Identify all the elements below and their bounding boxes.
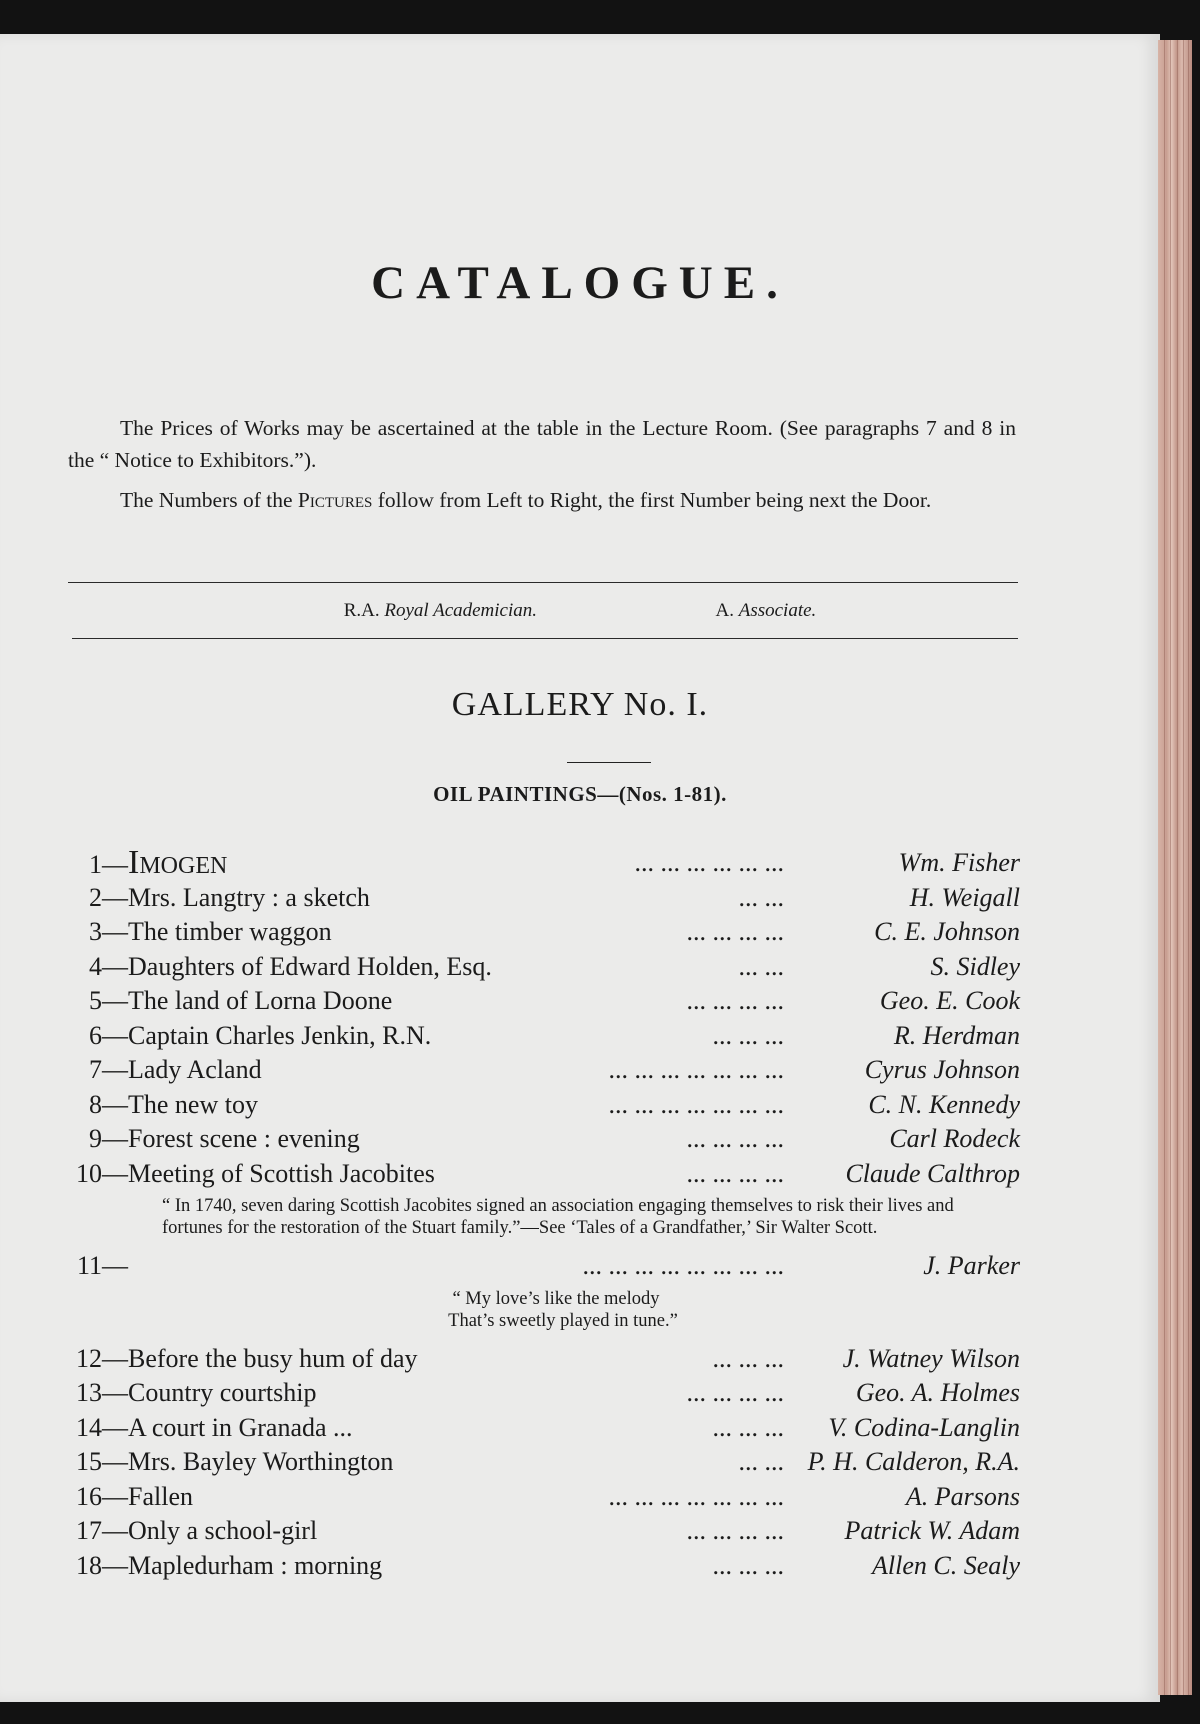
entry-artist: Geo. E. Cook <box>879 986 1020 1015</box>
entry-number: 17— <box>76 1516 128 1545</box>
entry-number: 8— <box>89 1089 128 1119</box>
melody-quote-line-2: That’s sweetly played in tune.” <box>448 1310 678 1331</box>
list-item <box>62 1088 1020 1123</box>
leader-dots: ... ... ... ... <box>686 1158 784 1188</box>
entry-title: Daughters of Edward Holden, Esq. <box>128 951 492 981</box>
entry-title: Mrs. Langtry : a sketch <box>128 882 370 912</box>
entry-title: A court in Granada ... <box>128 1412 353 1442</box>
entry-artist: Cyrus Johnson <box>864 1055 1020 1084</box>
list-item <box>62 950 1020 985</box>
entry-artist: A. Parsons <box>905 1481 1020 1511</box>
list-item <box>62 846 1020 881</box>
entry-title: Country courtship <box>128 1378 317 1407</box>
numbering-notice-pictures: Pictures <box>297 488 373 512</box>
entry-title: Only a school-girl <box>128 1516 318 1545</box>
entry-artist: S. Sidley <box>930 951 1020 981</box>
a-abbreviation: A. <box>715 600 734 621</box>
list-item <box>62 1376 1020 1411</box>
entry-artist: V. Codina-Langlin <box>828 1412 1020 1442</box>
melody-quote-line-1: “ My love’s like the melody <box>452 1288 660 1309</box>
entry-number: 18— <box>76 1550 128 1580</box>
entry-title: Lady Acland <box>128 1055 262 1084</box>
leader-dots: ... ... ... ... <box>686 1124 784 1153</box>
entry-number: 10— <box>76 1158 128 1188</box>
numbering-notice-end: follow from Left to Right, the first Number being next the Door. <box>372 488 932 512</box>
melody-quote <box>62 1288 1020 1332</box>
list-item <box>62 1122 1020 1157</box>
leader-dots: ... ... ... ... ... ... ... <box>608 1089 784 1119</box>
a-meaning: Associate. <box>738 600 817 621</box>
entry-artist: P. H. Calderon, R.A. <box>807 1447 1020 1476</box>
prices-notice: The Prices of Works may be ascertained at the table in the Lecture Room. (See paragraphs 7 and 8 in the “ Notice to Exhibitors.”). <box>68 416 1016 472</box>
entry-number: 1— <box>89 850 128 879</box>
painting-list <box>62 846 1020 1583</box>
list-item <box>62 915 1020 950</box>
entry-title: Forest scene : evening <box>128 1124 360 1153</box>
leader-dots: ... ... ... ... <box>686 986 784 1015</box>
section-title: OIL PAINTINGS—(Nos. 1-81). <box>433 782 727 806</box>
entry-title: Fallen <box>128 1481 193 1511</box>
leader-dots: ... ... ... ... ... ... <box>634 848 784 877</box>
leader-dots: ... ... ... <box>712 1550 784 1580</box>
catalogue-page <box>0 34 1160 1702</box>
entry-title: The new toy <box>128 1089 258 1119</box>
entry-title: The timber waggon <box>128 917 332 946</box>
entry-title: Meeting of Scottish Jacobites <box>128 1158 435 1188</box>
list-item <box>62 1514 1020 1549</box>
entry-artist: Patrick W. Adam <box>844 1516 1020 1545</box>
entry-number: 3— <box>89 917 128 946</box>
list-item <box>62 1053 1020 1088</box>
top-rule <box>68 582 1018 583</box>
entry-title: The land of Lorna Doone <box>128 986 393 1015</box>
leader-dots: ... ... <box>738 882 784 912</box>
entry-number: 15— <box>76 1447 128 1476</box>
list-item <box>62 881 1020 916</box>
entry-artist: C. N. Kennedy <box>868 1089 1020 1119</box>
ra-abbreviation: R.A. <box>343 600 380 621</box>
jacobites-quote: “ In 1740, seven daring Scottish Jacobites signed an association engaging themselves to risk their lives and fortunes for the restoration of the Stuart family.”—See ‘Tales of a Grandfather,’ Sir Walter Scott. <box>162 1196 954 1238</box>
entry-number: 12— <box>76 1343 128 1373</box>
entry-artist: Geo. A. Holmes <box>855 1378 1020 1407</box>
entry-number: 14— <box>76 1412 128 1442</box>
entry-artist: Wm. Fisher <box>898 848 1020 877</box>
entry-title: Mrs. Bayley Worthington <box>128 1447 394 1476</box>
entry-artist: Allen C. Sealy <box>871 1550 1020 1580</box>
leader-dots: ... ... ... ... <box>686 1516 784 1545</box>
bottom-rule <box>72 638 1018 639</box>
leader-dots: ... ... ... <box>712 1412 784 1442</box>
gallery-title-underline <box>567 762 651 763</box>
entry-number: 7— <box>89 1055 128 1084</box>
list-item <box>62 1157 1020 1192</box>
entry-artist: Carl Rodeck <box>889 1124 1020 1153</box>
abbreviation-key <box>0 600 1160 622</box>
list-item <box>62 1342 1020 1377</box>
numbering-notice-start: The Numbers of the <box>120 488 298 512</box>
list-item <box>62 984 1020 1019</box>
list-item <box>62 1549 1020 1584</box>
leader-dots: ... ... ... <box>712 1020 784 1050</box>
entry-number: 16— <box>76 1481 128 1511</box>
entry-artist: Claude Calthrop <box>845 1158 1020 1188</box>
numbering-notice <box>68 484 1016 516</box>
leader-dots: ... ... ... ... ... ... ... <box>608 1055 784 1084</box>
entry-title: Imogen <box>128 844 228 881</box>
catalogue-title: CATALOGUE. <box>371 257 789 309</box>
leader-dots: ... ... ... ... ... ... ... ... <box>582 1251 784 1280</box>
list-item <box>62 1249 1020 1284</box>
entry-number: 9— <box>89 1124 128 1153</box>
leader-dots: ... ... ... ... <box>686 917 784 946</box>
list-item <box>62 1019 1020 1054</box>
entry-title: Mapledurham : morning <box>128 1550 383 1580</box>
entry-artist: H. Weigall <box>909 882 1020 912</box>
leader-dots: ... ... <box>738 1447 784 1476</box>
entry-artist: C. E. Johnson <box>874 917 1020 946</box>
entry-artist: J. Parker <box>923 1251 1020 1280</box>
gallery-title: GALLERY No. I. <box>451 686 709 723</box>
entry-number: 11— <box>76 1251 128 1280</box>
list-item <box>62 1411 1020 1446</box>
leader-dots: ... ... <box>738 951 784 981</box>
leader-dots: ... ... ... <box>712 1343 784 1373</box>
entry-number: 2— <box>89 882 128 912</box>
entry-artist: R. Herdman <box>893 1020 1020 1050</box>
entry-artist: J. Watney Wilson <box>842 1343 1020 1373</box>
leader-dots: ... ... ... ... ... ... ... <box>608 1481 784 1511</box>
list-item <box>62 1480 1020 1515</box>
leader-dots: ... ... ... ... <box>686 1378 784 1407</box>
entry-title: Captain Charles Jenkin, R.N. <box>128 1020 432 1050</box>
entry-title: Before the busy hum of day <box>128 1343 418 1373</box>
entry-number: 6— <box>89 1020 128 1050</box>
entry-number: 5— <box>89 986 128 1015</box>
ra-meaning: Royal Academician. <box>384 600 538 621</box>
list-item <box>62 1445 1020 1480</box>
entry-number: 4— <box>89 951 128 981</box>
entry-number: 13— <box>76 1378 128 1407</box>
book-page-edge <box>1158 40 1192 1695</box>
